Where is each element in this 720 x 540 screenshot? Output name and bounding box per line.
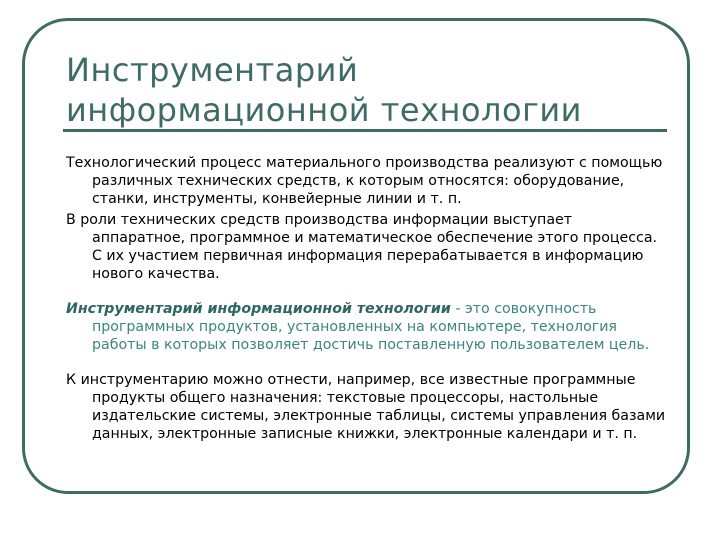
paragraph-definition — [66, 300, 666, 354]
paragraph-info-production: В роли технических средств производства информации выступает аппаратное, программное и математическое обеспечение этого процесса. С их участием первичная информация перерабатывается в информацию нового качества. — [66, 212, 658, 282]
paragraph-tech-process: Технологический процесс материального производства реализуют с помощью различных технических средств, к которым относятся: оборудование, станки, инструменты, конвейерные линии и т. п. — [66, 155, 663, 207]
title-divider — [63, 129, 667, 132]
title-line-1: Инструментарий — [66, 51, 359, 89]
slide-title — [66, 50, 626, 130]
slide-content — [66, 154, 666, 446]
definition-text: - это совокупность программных продуктов, установленных на компьютере, технология работы в которых позволяет достичь поставленную пользователем цель. — [92, 301, 650, 353]
title-line-2: информационной технологии — [66, 91, 582, 129]
paragraph-examples: К инструментарию можно отнести, например, все известные программные продукты общего назначения: текстовые процессоры, настольные издательские системы, электронные таблицы, системы управления базами данных, электронные записные книжки, электронные календари и т. п. — [66, 372, 666, 442]
definition-term: Инструментарий информационной технологии — [66, 301, 451, 317]
